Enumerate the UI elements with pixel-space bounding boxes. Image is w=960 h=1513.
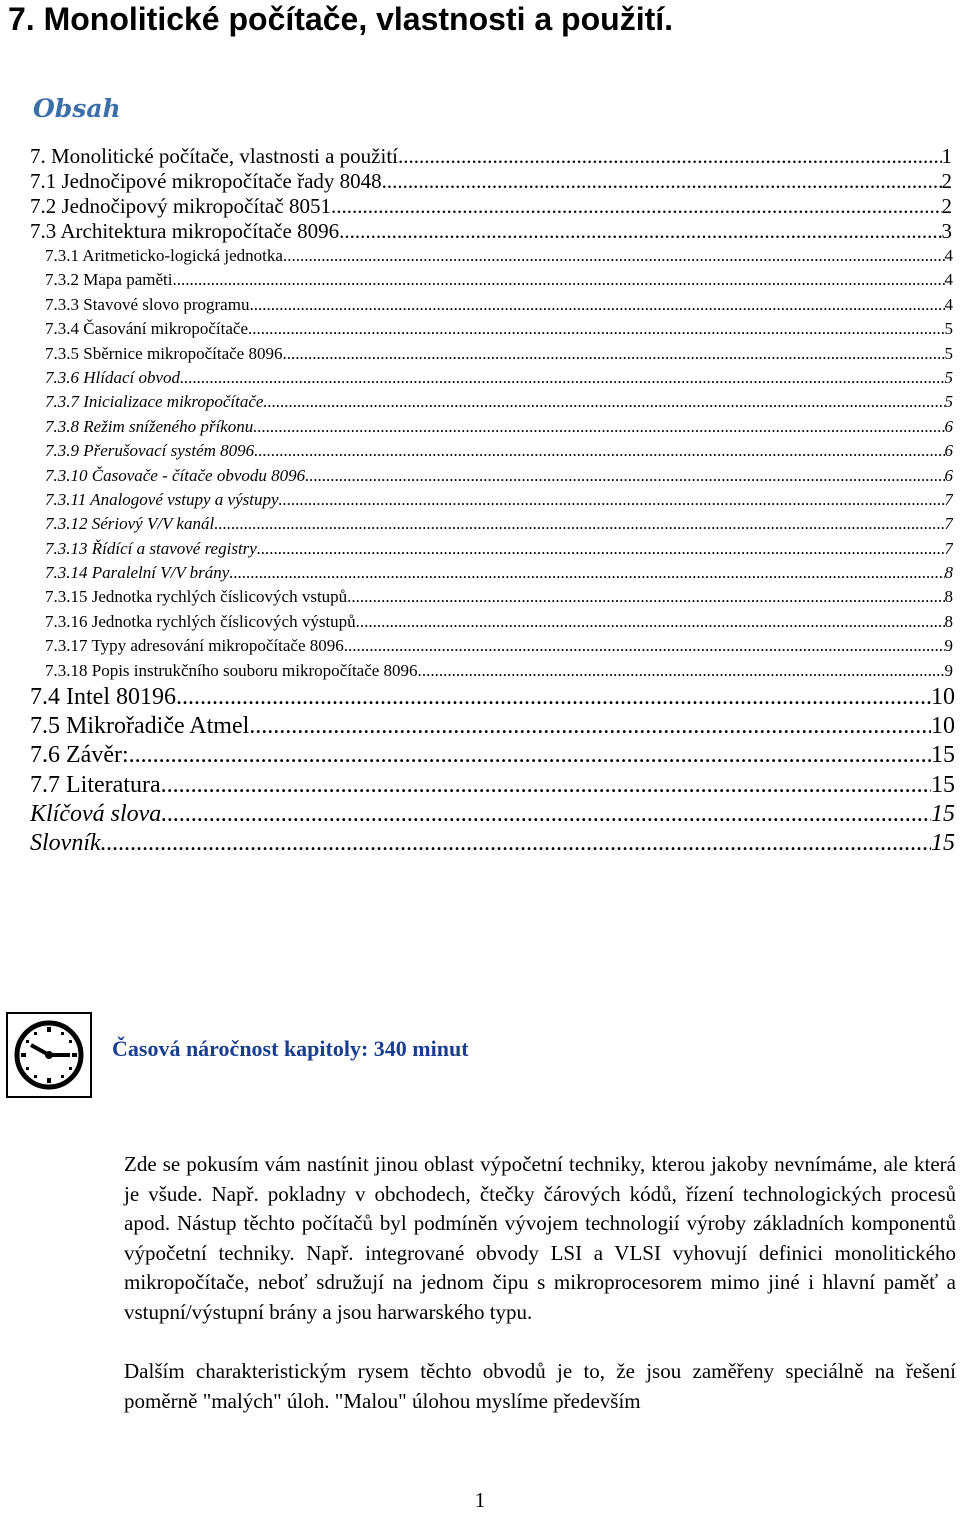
toc-entry[interactable]: 7.5 Mikrořadiče Atmel ..... 10 (30, 712, 955, 741)
toc-entry[interactable]: 7.3.12 Sériový V/V kanál ..... 7 (45, 512, 953, 536)
toc-entry[interactable]: 7.3.2 Mapa paměti ..... 4 (45, 268, 953, 292)
toc-entry[interactable]: 7.1 Jednočipové mikropočítače řady 8048. ..... 2 (30, 169, 952, 194)
page-title: 7. Monolitické počítače, vlastnosti a použití. (8, 1, 674, 37)
toc-entry[interactable]: 7.3.11 Analogové vstupy a výstupy ..... 7 (45, 488, 953, 512)
toc-entry[interactable]: 7.2 Jednočipový mikropočítač 8051. ..... 2 (30, 194, 952, 219)
toc-entry[interactable]: 7.3.13 Řídící a stavové registry ..... 7 (45, 537, 953, 561)
toc-entry[interactable]: 7.3.4 Časování mikropočítače ..... 5 (45, 317, 953, 341)
toc-entry[interactable]: 7.4 Intel 80196 ..... 10 (30, 683, 955, 712)
toc-entry[interactable]: 7.3.9 Přerušovací systém 8096 ..... 6 (45, 439, 953, 463)
toc-entry[interactable]: 7.3.17 Typy adresování mikropočítače 8096 ..... 9 (45, 634, 953, 658)
toc-entry[interactable]: 7.7 Literatura ..... 15 (30, 771, 955, 800)
body-paragraph: Zde se pokusím vám nastínit jinou oblast výpočetní techniky, kterou jakoby nevnímáme, ale která je všude. Např. pokladny v obchodech, čtečky čárových kódů, řízení technologických procesů apod. Nástup těchto počítačů byl podmíněn vývojem technologií výroby základních komponentů výpočetní techniky. Např. integrované obvody LSI a VLSI vyhovují definici monolitického mikropočítače, neboť sdružují na jednom čipu s mikroprocesorem mimo jiné i hlavní paměť a vstupní/výstupní brány a jsou harwarského typu. (124, 1152, 956, 1324)
time-estimate: Časová náročnost kapitoly: 340 minut (112, 1036, 469, 1061)
table-of-contents (0, 143, 960, 858)
toc-entry[interactable]: 7.3.7 Inicializace mikropočítače ..... 5 (45, 390, 953, 414)
toc-heading: Obsah (33, 94, 121, 123)
toc-entry[interactable]: 7.3.3 Stavové slovo programu ..... 4 (45, 293, 953, 317)
toc-entry[interactable]: 7.3.16 Jednotka rychlých číslicových výstupů ..... 8 (45, 610, 953, 634)
toc-entry[interactable]: 7.3.15 Jednotka rychlých číslicových vstupů ..... 8 (45, 585, 953, 609)
toc-entry[interactable]: 7.3 Architektura mikropočítače 8096. ..... 3 (30, 219, 952, 244)
toc-entry[interactable]: 7.3.1 Aritmeticko-logická jednotka ..... 4 (45, 244, 953, 268)
toc-entry[interactable]: 7. Monolitické počítače, vlastnosti a použití. ..... 1 (30, 143, 952, 169)
toc-entry[interactable]: 7.3.18 Popis instrukčního souboru mikropočítače 8096. ..... 9 (45, 659, 953, 683)
toc-entry[interactable]: 7.3.14 Paralelní V/V brány ..... 8 (45, 561, 953, 585)
clock-icon (6, 1012, 92, 1098)
toc-entry[interactable]: Klíčová slova ..... 15 (30, 800, 955, 829)
toc-entry[interactable]: 7.3.5 Sběrnice mikropočítače 8096 ..... 5 (45, 342, 953, 366)
toc-entry[interactable]: 7.3.8 Režim sníženého příkonu ..... 6 (45, 415, 953, 439)
toc-entry[interactable]: 7.3.10 Časovače - čítače obvodu 8096 ..... 6 (45, 464, 953, 488)
toc-entry[interactable]: 7.6 Závěr: ..... 15 (30, 741, 955, 770)
toc-entry[interactable]: 7.3.6 Hlídací obvod ..... 5 (45, 366, 953, 390)
toc-entry[interactable]: Slovník ..... 15 (30, 829, 955, 858)
page-number: 1 (474, 1488, 486, 1512)
body-paragraph: Dalším charakteristickým rysem těchto obvodů je to, že jsou zaměřeny speciálně na řešení poměrně "malých" úloh. "Malou" úlohou myslíme především (124, 1359, 956, 1413)
